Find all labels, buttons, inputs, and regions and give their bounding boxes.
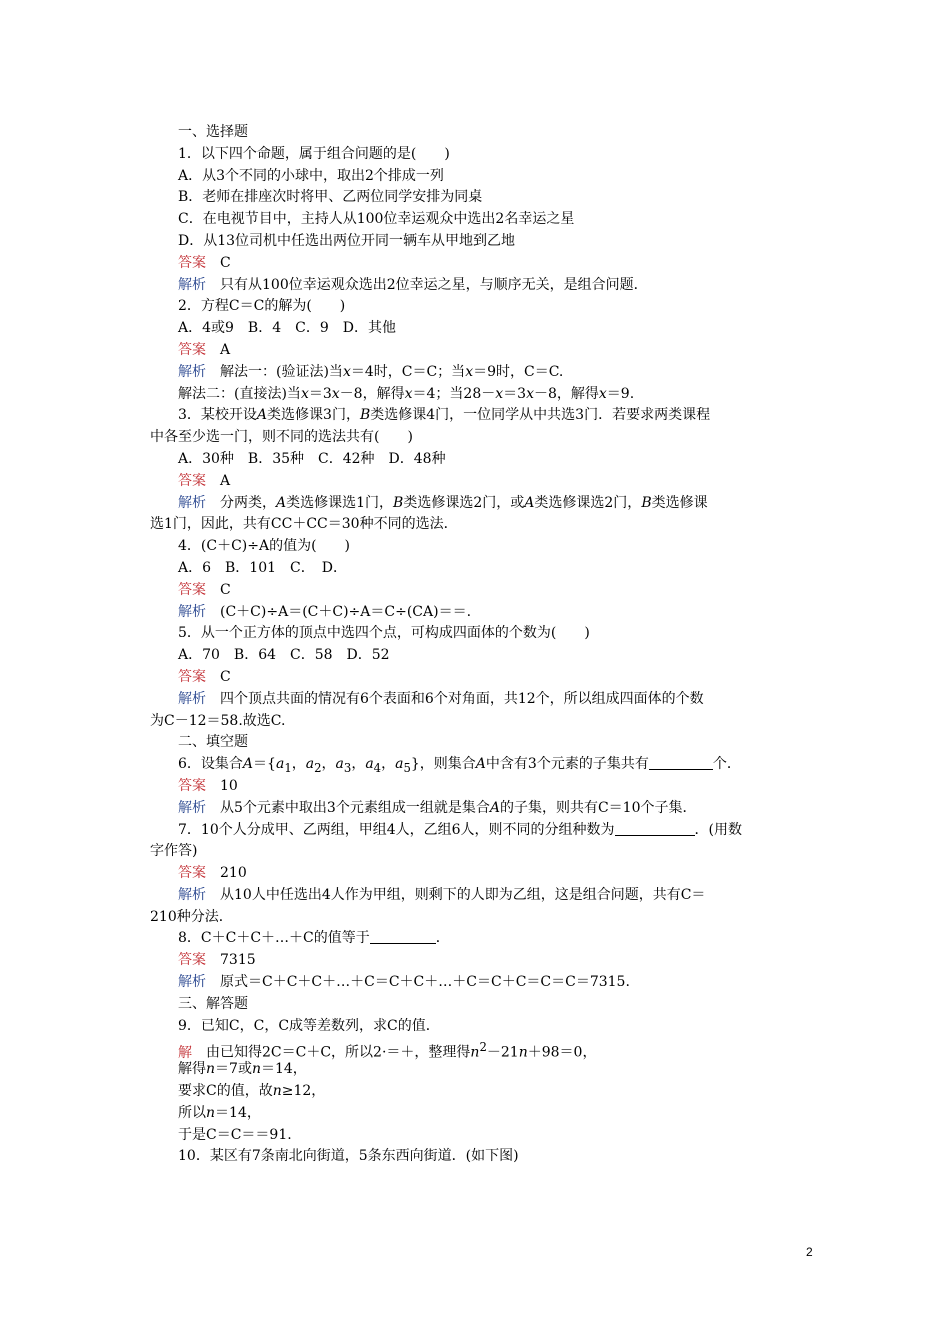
text: 由已知得2C＝C＋C，所以2·＝＋，整理得 (206, 1045, 471, 1062)
answer-label: 答案 (178, 472, 206, 489)
text: －8，解得 (339, 385, 405, 402)
text: ≥12， (281, 1083, 326, 1100)
question-8 (150, 928, 816, 950)
var: a (365, 756, 374, 773)
var: a (305, 756, 315, 773)
analysis-text: 从10人中任选出4人作为甲组，则剩下的人即为乙组，这是组合问题，共有C＝ (220, 886, 706, 903)
text: ＝3 (308, 385, 332, 402)
document-body (150, 122, 816, 1168)
var: A (475, 756, 486, 773)
text: ， (291, 756, 306, 773)
text: 所以 (178, 1104, 206, 1121)
text: 3．某校开设 (178, 407, 257, 424)
text: 中含有3个元素的子集共有 (485, 756, 649, 773)
section-heading: 一、选择题 (178, 124, 248, 140)
var: a (395, 756, 404, 773)
text: ＝9. (606, 385, 635, 402)
subscript: 2 (314, 760, 322, 775)
var: n (272, 1083, 282, 1100)
var: x (331, 385, 340, 402)
question-7 (150, 820, 816, 842)
analysis-line (150, 493, 816, 515)
analysis-line (150, 275, 816, 297)
analysis-label: 解析 (178, 886, 206, 903)
question-9: 9．已知C，C，C成等差数列，求C的值． (178, 1017, 440, 1034)
options-line: A．4或9 B．4 C．9 D．其他 (178, 320, 396, 337)
var: n (251, 1061, 261, 1078)
section-heading: 二、填空题 (178, 734, 248, 751)
text: ＝14， (215, 1104, 261, 1121)
answer-label: 答案 (178, 777, 206, 794)
text: ＋98＝0， (527, 1045, 597, 1062)
text: －8，解得 (533, 385, 599, 402)
page-number: 2 (806, 1245, 813, 1259)
text: 从5个元素中取出3个元素组成一组就是集合 (220, 799, 490, 816)
analysis-line (150, 362, 816, 384)
var: x (598, 385, 607, 402)
analysis-text: 只有从100位幸运观众选出2位幸运之星，与顺序无关，是组合问题． (220, 276, 648, 293)
text: 类选修课3门， (267, 407, 360, 424)
text: 7．10个人分成甲、乙两组，甲组4人，乙组6人，则不同的分组种数为 (178, 821, 615, 838)
text: 类选修课4门，一位同学从中共选3门．若要求两类课程 (370, 407, 711, 424)
text: ， (351, 756, 366, 773)
text: －21 (486, 1045, 519, 1062)
question-1: 1．以下四个命题，属于组合问题的是( ) (178, 145, 450, 162)
analysis-text: 原式＝C＋C＋C＋…＋C＝C＋C＋…＋C＝C＋C＝C＝C＝7315. (220, 974, 630, 991)
text: 类选修课选2门， (534, 494, 642, 511)
text: ＝{ (253, 756, 276, 773)
analysis-label: 解析 (178, 494, 206, 511)
var: a (275, 756, 285, 773)
analysis-line-2: 为C－12＝58.故选C. (150, 712, 286, 729)
analysis-label: 解析 (178, 974, 206, 991)
var: A (489, 799, 500, 816)
var: n (518, 1045, 528, 1062)
var: x (342, 363, 351, 380)
subscript: 1 (284, 760, 292, 775)
text: 的子集，则共有C＝10个子集． (499, 799, 697, 816)
analysis-label: 解析 (178, 690, 206, 707)
text: ＝3 (503, 385, 527, 402)
var: x (495, 385, 504, 402)
question-6 (150, 754, 816, 776)
answer-label: 答案 (178, 952, 206, 969)
text: 要求C的值，故 (178, 1083, 273, 1100)
answer-line (150, 471, 816, 493)
text: 个． (712, 756, 741, 773)
answer-line (150, 863, 816, 885)
answer-blank (615, 821, 695, 836)
text: 解法二：(直接法)当 (178, 385, 301, 402)
answer-label: 答案 (178, 668, 206, 685)
answer-label: 答案 (178, 254, 206, 271)
var: B (641, 494, 652, 511)
answer-value: 10 (220, 777, 238, 794)
analysis-line (150, 689, 816, 711)
answer-blank (370, 929, 436, 944)
var: n (206, 1104, 216, 1121)
text: ．(用数 (694, 821, 743, 838)
analysis-label: 解析 (178, 603, 206, 620)
answer-blank (649, 755, 713, 770)
question-3 (150, 405, 816, 427)
text: 类选修课选1门， (286, 494, 394, 511)
answer-line (150, 253, 816, 275)
text: ． (435, 930, 450, 947)
analysis-label: 解析 (178, 363, 206, 380)
answer-value: C (220, 254, 231, 271)
analysis-line-2 (150, 384, 816, 406)
options-line: A．70 B．64 C．58 D．52 (178, 647, 390, 664)
text: ＝9时，C＝C. (473, 363, 564, 380)
text: ， (321, 756, 336, 773)
answer-value: A (220, 472, 231, 489)
answer-value: C (220, 668, 231, 685)
subscript: 5 (403, 760, 411, 775)
var: B (359, 407, 371, 424)
subscript: 3 (343, 760, 352, 775)
text: ＝14， (260, 1061, 307, 1078)
text: 6．设集合 (178, 756, 243, 773)
options-line: A．30种 B．35种 C．42种 D．48种 (178, 450, 446, 467)
question-3-cont: 中各至少选一门，则不同的选法共有( ) (150, 429, 413, 446)
option-d: D．从13位司机中任选出两位开同一辆车从甲地到乙地 (178, 232, 516, 249)
question-4: 4．(C＋C)÷A的值为( ) (178, 538, 351, 555)
text: 分两类， (220, 494, 276, 511)
analysis-label: 解析 (178, 276, 206, 293)
solution-line-2 (150, 1059, 816, 1081)
text: ＝4时，C＝C；当 (350, 363, 466, 380)
answer-label: 答案 (178, 341, 206, 358)
text: ＝7或 (215, 1061, 252, 1078)
var: A (276, 494, 287, 511)
section-heading: 三、解答题 (178, 995, 248, 1012)
analysis-line-2: 210种分法． (150, 908, 233, 925)
var: A (524, 494, 535, 511)
analysis-line (150, 972, 816, 994)
var: x (526, 385, 534, 402)
var: n (206, 1061, 216, 1078)
var: A (242, 756, 254, 773)
superscript: 2 (479, 1040, 487, 1055)
text: 8．C＋C＋C＋…＋C的值等于 (178, 930, 370, 947)
answer-label: 答案 (178, 865, 206, 882)
analysis-line (150, 798, 816, 820)
answer-value: 210 (220, 865, 247, 882)
option-a: A．从3个不同的小球中，取出2个排成一列 (178, 167, 444, 184)
var: B (393, 494, 404, 511)
text: 解法一：(验证法)当 (220, 363, 343, 380)
solution-label: 解 (178, 1045, 192, 1062)
text: 解得 (178, 1061, 206, 1078)
text: }，则集合 (410, 756, 476, 773)
option-c: C．在电视节目中，主持人从100位幸运观众中选出2名幸运之星 (178, 211, 575, 228)
analysis-line (150, 885, 816, 907)
question-7-cont: 字作答) (150, 843, 198, 860)
answer-value: 7315 (220, 952, 256, 969)
answer-line (150, 667, 816, 689)
answer-line (150, 950, 816, 972)
var: A (256, 407, 268, 424)
var: n (470, 1045, 480, 1062)
var: x (404, 385, 413, 402)
analysis-label: 解析 (178, 799, 206, 816)
text: ， (381, 756, 396, 773)
answer-value: C (220, 581, 231, 598)
subscript: 4 (373, 760, 382, 775)
text: ＝4；当28－ (412, 385, 496, 402)
answer-label: 答案 (178, 581, 206, 598)
answer-line (150, 776, 816, 798)
answer-line (150, 580, 816, 602)
question-5: 5．从一个正方体的顶点中选四个点，可构成四面体的个数为( ) (178, 625, 590, 642)
analysis-line-2: 选1门，因此，共有CC＋CC＝30种不同的选法． (150, 516, 458, 533)
var: x (465, 363, 474, 380)
analysis-text: (C＋C)÷A＝(C＋C)÷A＝C÷(CA)＝＝. (220, 603, 472, 620)
question-10: 10．某区有7条南北向街道，5条东西向街道．(如下图) (178, 1148, 519, 1165)
analysis-text: 四个顶点共面的情况有6个表面和6个对角面，共12个，所以组成四面体的个数 (220, 690, 704, 707)
option-b: B．老师在排座次时将甲、乙两位同学安排为同桌 (178, 189, 483, 206)
solution-line-5: 于是C＝C＝＝91. (178, 1126, 292, 1143)
analysis-line (150, 602, 816, 624)
var: x (300, 385, 309, 402)
text: 类选修课选2门，或 (403, 494, 525, 511)
text: 类选修课 (651, 494, 708, 511)
solution-line-4 (150, 1103, 816, 1125)
answer-line (150, 340, 816, 362)
var: a (335, 756, 344, 773)
answer-value: A (220, 341, 231, 358)
solution-line (150, 1037, 816, 1062)
question-2: 2．方程C＝C的解为( ) (178, 298, 346, 315)
options-line: A．6 B．101 C． D． (178, 559, 347, 576)
solution-line-3 (150, 1081, 816, 1103)
